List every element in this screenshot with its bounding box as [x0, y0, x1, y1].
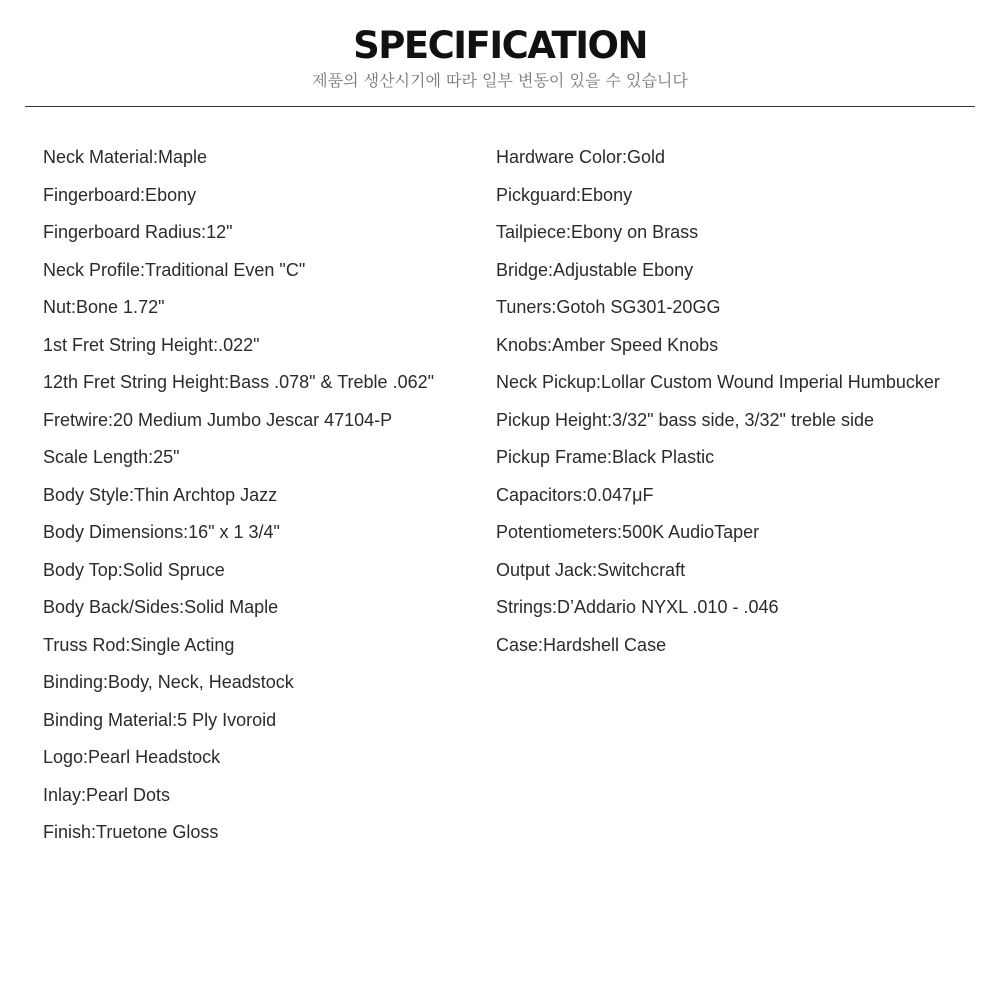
page-subtitle: 제품의 생산시기에 따라 일부 변동이 있을 수 있습니다: [312, 71, 688, 90]
spec-item: Tuners:Gotoh SG301-20GG: [496, 297, 721, 317]
spec-item: Neck Profile:Traditional Even "C": [43, 259, 306, 280]
spec-item: Body Top:Solid Spruce: [43, 559, 225, 580]
spec-item: Output Jack:Switchcraft: [496, 559, 686, 580]
spec-item: 12th Fret String Height:Bass .078" & Treble .062": [43, 372, 434, 392]
spec-item: Body Back/Sides:Solid Maple: [43, 597, 279, 617]
spec-item: Neck Material:Maple: [43, 147, 208, 167]
spec-item: Knobs:Amber Speed Knobs: [496, 334, 719, 355]
spec-item: Binding Material:5 Ply Ivoroid: [43, 709, 277, 730]
spec-item: Potentiometers:500K AudioTaper: [496, 522, 760, 542]
page-title: SPECIFICATION: [353, 24, 647, 67]
spec-item: Neck Pickup:Lollar Custom Wound Imperial Humbucker: [496, 372, 940, 392]
spec-item: Binding:Body, Neck, Headstock: [43, 672, 294, 692]
header-divider: [25, 106, 975, 107]
spec-item: Finish:Truetone Gloss: [43, 822, 219, 842]
spec-item: Body Dimensions:16" x 1 3/4": [43, 522, 280, 542]
spec-item: 1st Fret String Height:.022": [43, 334, 260, 355]
spec-item: Fretwire:20 Medium Jumbo Jescar 47104-P: [43, 409, 393, 430]
spec-item: Body Style:Thin Archtop Jazz: [43, 484, 278, 505]
spec-item: Hardware Color:Gold: [496, 147, 666, 167]
spec-item: Capacitors:0.047μF: [496, 484, 654, 505]
spec-item: Pickguard:Ebony: [496, 184, 633, 205]
spec-list-left: [43, 139, 483, 852]
spec-item: Bridge:Adjustable Ebony: [496, 259, 694, 280]
spec-item: Strings:D’Addario NYXL .010 - .046: [496, 597, 779, 617]
spec-item: Case:Hardshell Case: [496, 634, 667, 655]
spec-item: Nut:Bone 1.72": [43, 297, 165, 317]
spec-item: Tailpiece:Ebony on Brass: [496, 222, 699, 242]
spec-item: Inlay:Pearl Dots: [43, 784, 171, 805]
spec-item: Fingerboard Radius:12": [43, 222, 233, 242]
spec-item: Logo:Pearl Headstock: [43, 747, 221, 767]
spec-list-right: [496, 139, 986, 664]
spec-item: Pickup Height:3/32" bass side, 3/32" treble side: [496, 409, 874, 430]
spec-item: Pickup Frame:Black Plastic: [496, 447, 715, 467]
spec-item: Fingerboard:Ebony: [43, 184, 197, 205]
spec-item: Scale Length:25": [43, 447, 180, 467]
spec-item: Truss Rod:Single Acting: [43, 634, 235, 655]
